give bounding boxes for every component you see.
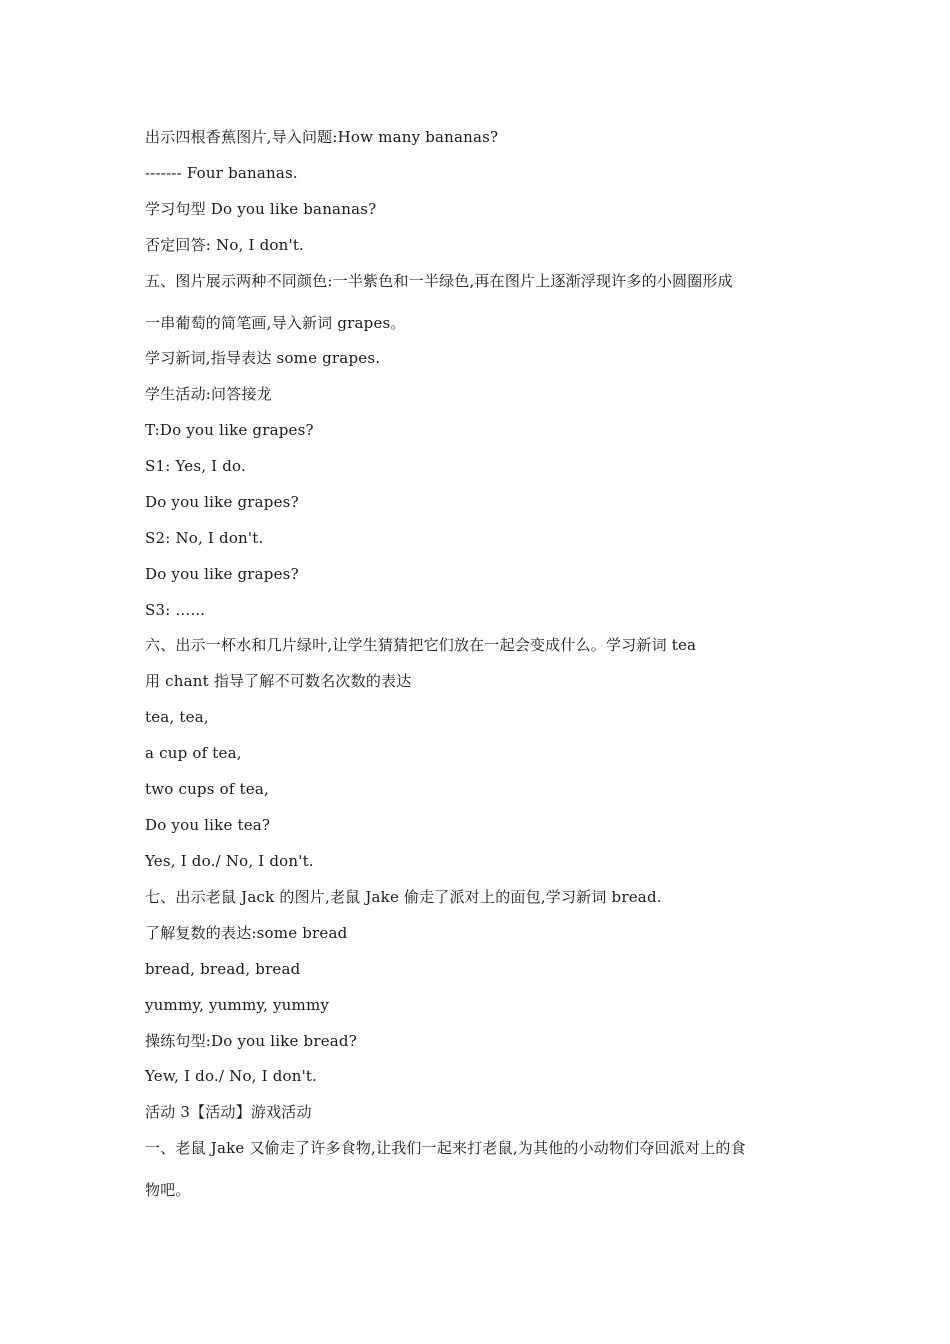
- text-line: 学习新词,指导表达 some grapes.: [145, 349, 381, 367]
- text-line: 了解复数的表达:some bread: [145, 924, 348, 942]
- text-line: 操练句型:Do you like bread?: [145, 1032, 357, 1050]
- text-line: 否定回答: No, I don't.: [145, 236, 305, 254]
- text-line: Yes, I do./ No, I don't.: [145, 852, 314, 870]
- text-line: ------- Four bananas.: [145, 164, 298, 182]
- text-line: Do you like grapes?: [145, 493, 299, 511]
- text-line: 六、出示一杯水和几片绿叶,让学生猜猜把它们放在一起会变成什么。学习新词 tea: [145, 636, 697, 654]
- text-line: 活动 3【活动】游戏活动: [145, 1103, 312, 1121]
- text-line: tea, tea,: [145, 708, 209, 726]
- text-line: bread, bread, bread: [145, 960, 301, 978]
- text-line: two cups of tea,: [145, 780, 269, 798]
- text-line: 五、图片展示两种不同颜色:一半紫色和一半绿色,再在图片上逐渐浮现许多的小圆圈形成: [145, 272, 733, 290]
- text-line: Yew, I do./ No, I don't.: [145, 1067, 318, 1085]
- text-line: 物吧。: [145, 1181, 191, 1199]
- text-line: Do you like grapes?: [145, 565, 299, 583]
- text-line: 一、老鼠 Jake 又偷走了许多食物,让我们一起来打老鼠,为其他的小动物们夺回派对上的食: [145, 1139, 746, 1157]
- text-line: S3: ......: [145, 601, 206, 619]
- text-line: S2: No, I don't.: [145, 529, 264, 547]
- text-line: 学习句型 Do you like bananas?: [145, 200, 377, 218]
- text-line: 七、出示老鼠 Jack 的图片,老鼠 Jake 偷走了派对上的面包,学习新词 bread.: [145, 888, 662, 906]
- text-line: T:Do you like grapes?: [145, 421, 314, 439]
- text-line: 出示四根香蕉图片,导入问题:How many bananas?: [145, 128, 499, 146]
- text-line: 用 chant 指导了解不可数名次数的表达: [145, 672, 412, 690]
- text-line: 学生活动:问答接龙: [145, 385, 272, 403]
- text-line: a cup of tea,: [145, 744, 242, 762]
- text-line: yummy, yummy, yummy: [145, 996, 330, 1014]
- text-line: 一串葡萄的简笔画,导入新词 grapes。: [145, 314, 406, 332]
- text-line: S1: Yes, I do.: [145, 457, 246, 475]
- text-line: Do you like tea?: [145, 816, 271, 834]
